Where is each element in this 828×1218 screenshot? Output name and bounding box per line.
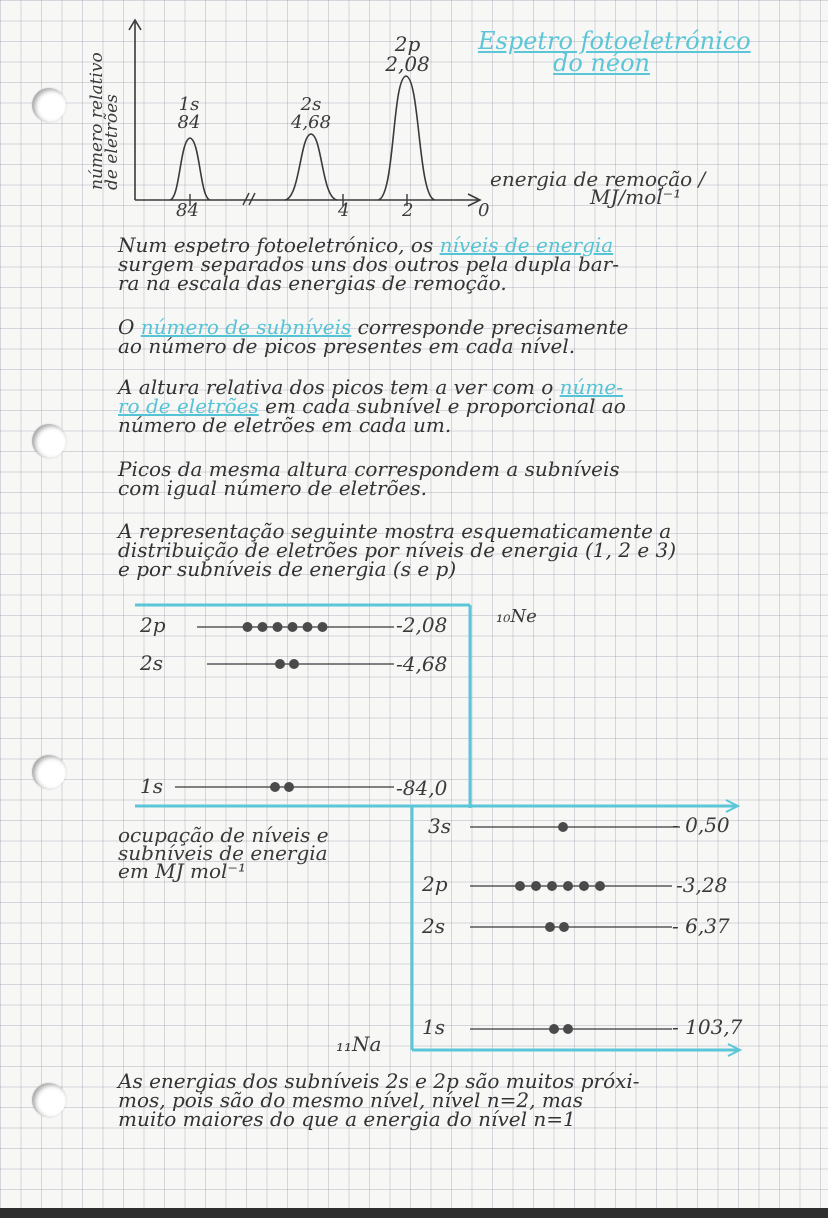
ne-label-2s: 2s xyxy=(140,651,163,675)
na-energy-3s: - 0,50 xyxy=(672,813,730,837)
peak-label-2p: 2p 2,08 xyxy=(385,32,430,76)
na-element-label: ₁₁Na xyxy=(336,1032,382,1056)
electron-dot-na-2p xyxy=(563,881,573,891)
page-bottom-edge xyxy=(0,1208,828,1218)
electron-dot-ne-2s xyxy=(275,659,285,669)
electron-dot-ne-1s xyxy=(284,782,294,792)
paragraph-4: Picos da mesma altura correspondem a subníveis com igual número de eletrões. xyxy=(118,457,620,500)
y-axis-label: número relativo de eletrões xyxy=(87,52,122,190)
na-label-2s: 2s xyxy=(422,914,445,938)
diagram-caption: ocupação de níveis e subníveis de energia em MJ mol⁻¹ xyxy=(118,823,329,883)
electron-dot-ne-2s xyxy=(289,659,299,669)
electron-dot-na-1s xyxy=(563,1024,573,1034)
electron-dot-na-2p xyxy=(595,881,605,891)
peak-2s xyxy=(285,134,337,200)
paragraph-5: A representação seguinte mostra esquematicamente a distribuição de eletrões por níveis de energia (1, 2 e 3) e por subníveis de energia (s e p) xyxy=(118,519,677,581)
x-axis-label: energia de remoção / MJ/mol⁻¹ xyxy=(490,167,706,209)
tick-2: 2 xyxy=(402,200,414,221)
ne-element-label: ₁₀Ne xyxy=(496,606,537,627)
na-label-1s: 1s xyxy=(422,1015,445,1039)
electron-dot-ne-1s xyxy=(270,782,280,792)
na-label-3s: 3s xyxy=(428,814,451,838)
paragraph-1: Num espetro fotoeletrónico, os níveis de energia surgem separados uns dos outros pela dupla bar- ra na escala das energias de remoção. xyxy=(118,233,619,295)
paragraph-2: O número de subníveis corresponde precisamente ao número de picos presentes em cada nível. xyxy=(118,315,629,358)
tick-break xyxy=(230,184,239,199)
ne-energy-2p: -2,08 xyxy=(396,613,448,637)
ne-label-1s: 1s xyxy=(140,774,163,798)
electron-dot-na-2p xyxy=(579,881,589,891)
ne-label-2p: 2p xyxy=(140,613,166,637)
na-energy-2p: -3,28 xyxy=(676,873,728,897)
electron-dot-na-2s xyxy=(545,922,555,932)
electron-dot-na-3s xyxy=(558,822,568,832)
tick-4: 4 xyxy=(338,200,350,221)
ne-energy-1s: -84,0 xyxy=(396,776,448,800)
punch-hole xyxy=(32,755,66,789)
na-label-2p: 2p xyxy=(422,872,448,896)
peak-1s xyxy=(170,138,210,200)
electron-dot-ne-2p xyxy=(318,622,328,632)
punch-hole xyxy=(32,1083,66,1117)
electron-dot-na-2s xyxy=(559,922,569,932)
electron-dot-ne-2p xyxy=(273,622,283,632)
electron-dot-na-2p xyxy=(547,881,557,891)
electron-dot-ne-2p xyxy=(303,622,313,632)
tick-84: 84 xyxy=(176,200,199,221)
punch-hole xyxy=(32,424,66,458)
paragraph-6: As energias dos subníveis 2s e 2p são muitos próxi- mos, pois são do mesmo nível, nível n=2, mas muito maiores do que a energia do nível n=1 xyxy=(118,1069,640,1131)
paragraph-3: A altura relativa dos picos tem a ver com o núme- ro de eletrões em cada subnível e proporcional ao número de eletrões em cada um. xyxy=(118,375,626,437)
ne-energy-2s: -4,68 xyxy=(396,652,448,676)
electron-dot-na-2p xyxy=(515,881,525,891)
peak-label-1s: 1s 84 xyxy=(177,94,201,133)
na-energy-2s: - 6,37 xyxy=(672,914,730,938)
tick-0: 0 xyxy=(478,200,490,221)
electron-dot-na-2p xyxy=(531,881,541,891)
peak-label-2s: 2s 4,68 xyxy=(290,94,332,133)
electron-dot-na-1s xyxy=(549,1024,559,1034)
electron-dot-ne-2p xyxy=(258,622,268,632)
electron-dot-ne-2p xyxy=(243,622,253,632)
na-energy-1s: - 103,7 xyxy=(672,1015,743,1039)
spectrum-title: Espetro fotoeletrónico do néon xyxy=(478,27,751,77)
electron-dot-ne-2p xyxy=(288,622,298,632)
peak-2p xyxy=(378,76,435,200)
